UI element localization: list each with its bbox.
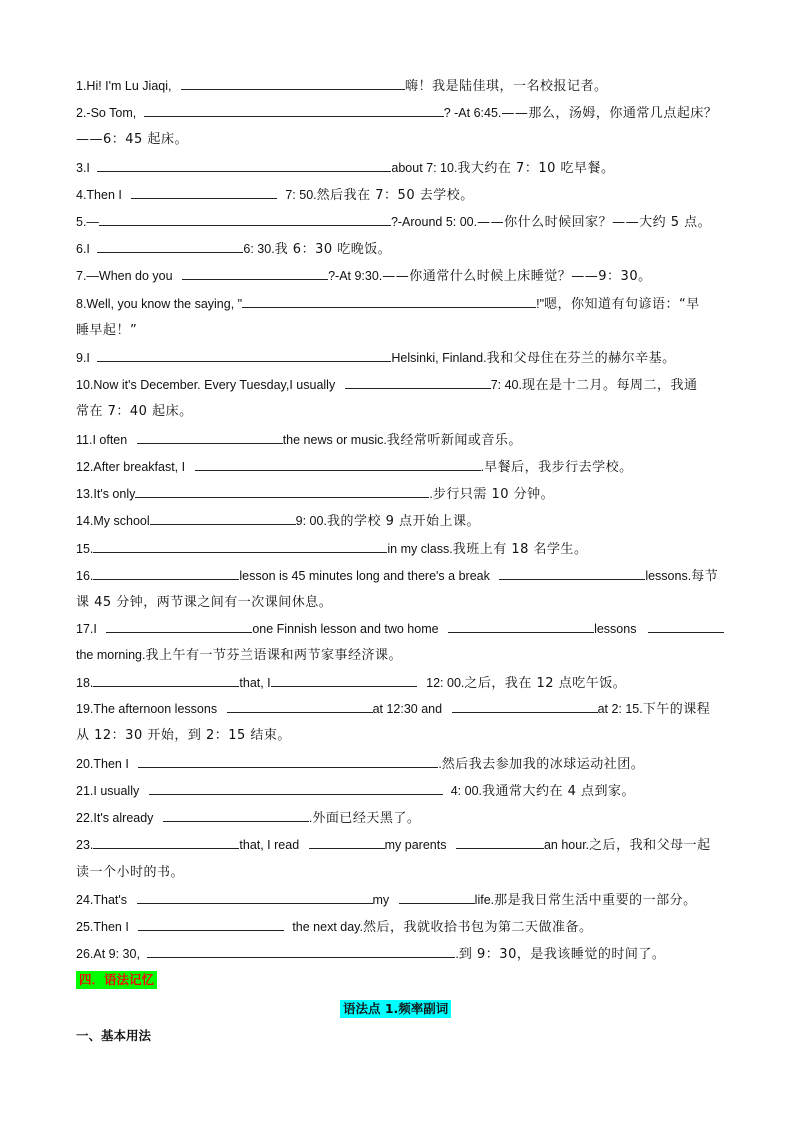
- exercise-item-17-cont: the morning.我上午有一节芬兰语课和两节家事经济课。: [76, 648, 402, 663]
- answer-blank[interactable]: [499, 567, 645, 580]
- answer-blank[interactable]: [97, 159, 391, 172]
- answer-blank[interactable]: [138, 755, 438, 768]
- exercise-item-2: 2.-So Tom, ? -At 6:45.——那么，汤姆，你通常几点起床？: [76, 106, 718, 121]
- answer-blank[interactable]: [93, 540, 387, 553]
- exercise-item-3: 3.I about 7: 10.我大约在 7：10 吃早餐。: [76, 161, 615, 176]
- exercise-item-4: 4.Then I 7: 50.然后我在 7：50 去学校。: [76, 188, 474, 203]
- exercise-item-9: 9.I Helsinki, Finland.我和父母住在芬兰的赫尔辛基。: [76, 351, 676, 366]
- answer-blank[interactable]: [399, 891, 475, 904]
- exercise-item-24: 24.That's my life.那是我日常生活中重要的一部分。: [76, 893, 697, 908]
- exercise-item-10: 10.Now it's December. Every Tuesday,I usually 7: 40.现在是十二月。每周二，我通: [76, 378, 698, 393]
- subheading: 一、基本用法: [76, 1028, 152, 1043]
- exercise-item-25: 25.Then I the next day.然后，我就收拾书包为第二天做准备。: [76, 920, 593, 935]
- exercise-item-17: 17.I one Finnish lesson and two home lessons: [76, 620, 736, 638]
- answer-blank[interactable]: [149, 782, 443, 795]
- exercise-item-14: 14.My school 9: 00.我的学校 9 点开始上课。: [76, 514, 480, 529]
- exercise-item-15: 15. in my class.我班上有 18 名学生。: [76, 542, 588, 557]
- exercise-item-19: 19.The afternoon lessons at 12:30 and at 2: 15.下午的课程: [76, 702, 711, 717]
- answer-blank[interactable]: [93, 674, 239, 687]
- answer-blank[interactable]: [97, 240, 243, 253]
- answer-blank[interactable]: [99, 213, 391, 226]
- exercise-item-12: 12.After breakfast, I .早餐后，我步行去学校。: [76, 460, 633, 475]
- answer-blank[interactable]: [131, 186, 277, 199]
- answer-blank[interactable]: [147, 945, 455, 958]
- exercise-item-11: 11.I often the news or music.我经常听新闻或音乐。: [76, 433, 522, 448]
- answer-blank[interactable]: [345, 376, 491, 389]
- exercise-item-6: 6.I 6: 30.我 6：30 吃晚饭。: [76, 242, 392, 257]
- grammar-point-heading: 语法点 1.频率副词: [340, 1000, 451, 1018]
- answer-blank[interactable]: [182, 267, 328, 280]
- exercise-item-20: 20.Then I .然后我去参加我的冰球运动社团。: [76, 757, 645, 772]
- exercise-item-23: 23. that, I read my parents an hour.之后，我和父母一起: [76, 838, 711, 853]
- answer-blank[interactable]: [309, 836, 385, 849]
- exercise-item-2-cont: ——6：45 起床。: [76, 132, 188, 147]
- answer-blank[interactable]: [271, 674, 417, 687]
- exercise-item-8-cont: 睡早起！”: [76, 323, 138, 338]
- answer-blank[interactable]: [93, 567, 239, 580]
- exercise-item-16: 16. lesson is 45 minutes long and there's a break lessons.每节: [76, 569, 719, 584]
- exercise-item-23-cont: 读一个小时的书。: [76, 865, 185, 880]
- answer-blank[interactable]: [150, 512, 296, 525]
- answer-blank[interactable]: [106, 620, 252, 633]
- answer-blank[interactable]: [97, 349, 391, 362]
- answer-blank[interactable]: [163, 809, 309, 822]
- exercise-item-1: 1.Hi! I'm Lu Jiaqi, 嗨！我是陆佳琪，一名校报记者。: [76, 79, 608, 94]
- exercise-item-5: 5.— ?-Around 5: 00.——你什么时候回家？——大约 5 点。: [76, 215, 712, 230]
- answer-blank[interactable]: [138, 918, 284, 931]
- answer-blank[interactable]: [93, 836, 239, 849]
- answer-blank[interactable]: [137, 431, 283, 444]
- answer-blank[interactable]: [144, 104, 444, 117]
- exercise-item-18: 18. that, I 12: 00.之后，我在 12 点吃午饭。: [76, 676, 627, 691]
- exercise-item-13: 13.It's only .步行只需 10 分钟。: [76, 487, 555, 502]
- exercise-item-8: 8.Well, you know the saying, " !"嗯，你知道有句谚语：“早: [76, 297, 700, 312]
- exercise-item-10-cont: 常在 7：40 起床。: [76, 404, 193, 419]
- exercise-item-19-cont: 从 12：30 开始，到 2：15 结束。: [76, 728, 291, 743]
- answer-blank[interactable]: [648, 620, 724, 633]
- exercise-item-16-cont: 课 45 分钟，两节课之间有一次课间休息。: [76, 595, 333, 610]
- answer-blank[interactable]: [242, 295, 536, 308]
- answer-blank[interactable]: [181, 77, 405, 90]
- answer-blank[interactable]: [452, 700, 598, 713]
- exercise-item-7: 7.—When do you ?-At 9:30.——你通常什么时候上床睡觉？——9：30。: [76, 269, 652, 284]
- exercise-item-21: 21.I usually 4: 00.我通常大约在 4 点到家。: [76, 784, 636, 799]
- exercise-item-22: 22.It's already .外面已经天黑了。: [76, 811, 421, 826]
- answer-blank[interactable]: [227, 700, 373, 713]
- answer-blank[interactable]: [448, 620, 594, 633]
- exercise-item-26: 26.At 9: 30, .到 9：30，是我该睡觉的时间了。: [76, 947, 666, 962]
- answer-blank[interactable]: [195, 458, 481, 471]
- answer-blank[interactable]: [456, 836, 544, 849]
- answer-blank[interactable]: [135, 485, 429, 498]
- section-heading: 四．语法记忆: [76, 971, 157, 989]
- answer-blank[interactable]: [137, 891, 373, 904]
